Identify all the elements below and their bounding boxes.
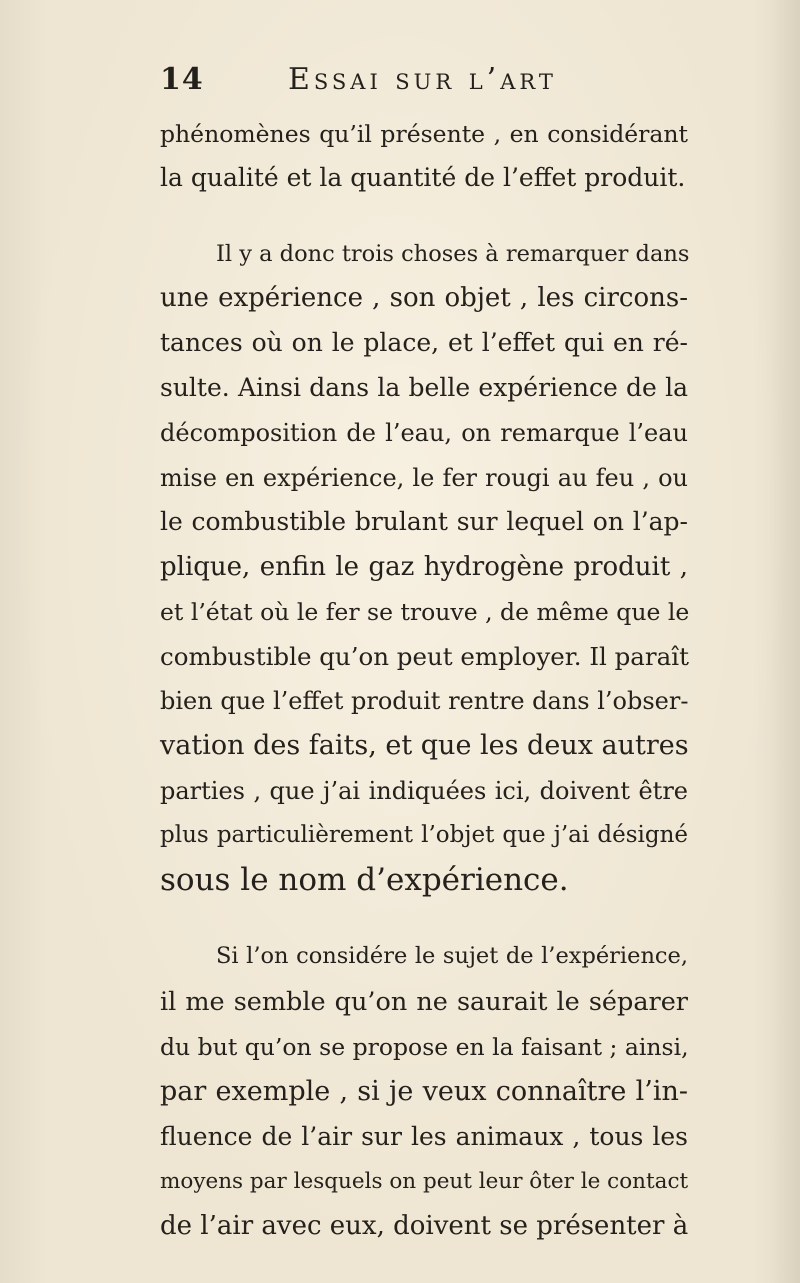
text-line: fluence de l’air sur les animaux , tous les xyxy=(160,1122,688,1151)
text-line: il me semble qu’on ne saurait le séparer xyxy=(160,987,688,1017)
page-number: 14 xyxy=(160,62,204,97)
text-line: sulte. Ainsi dans la belle expérience de la xyxy=(160,373,688,402)
text-line: le combustible brulant sur lequel on l’ap- xyxy=(160,507,688,536)
text-line: moyens par lesquels on peut leur ôter le contact xyxy=(160,1169,689,1194)
text-line: Il y a donc trois choses à remarquer dans xyxy=(216,241,690,267)
text-line: vation des faits, et que les deux autres xyxy=(160,730,689,761)
text-line: Si l’on considére le sujet de l’expérience, xyxy=(216,943,688,969)
text-line: par exemple , si je veux connaître l’in- xyxy=(160,1076,688,1107)
page-edge-shadow xyxy=(770,0,800,1283)
page-header xyxy=(160,62,680,102)
text-line: tances où on le place, et l’effet qui en ré- xyxy=(160,328,688,357)
text-line: sous le nom d’expérience. xyxy=(160,862,569,898)
text-line: plus particulièrement l’objet que j’ai désigné xyxy=(160,822,688,848)
text-line: mise en expérience, le fer rougi au feu , ou xyxy=(160,464,688,492)
running-title: Essai sur l’art xyxy=(288,62,557,97)
text-line: bien que l’effet produit rentre dans l’obser- xyxy=(160,687,689,715)
text-line: et l’état où le fer se trouve , de même que le xyxy=(160,598,690,626)
text-line: la qualité et la quantité de l’effet produit. xyxy=(160,163,686,192)
text-line: parties , que j’ai indiquées ici, doivent être xyxy=(160,777,688,805)
text-line: de l’air avec eux, doivent se présenter à xyxy=(160,1211,689,1241)
text-line: phénomènes qu’il présente , en considérant xyxy=(160,120,688,148)
text-line: du but qu’on se propose en la faisant ; ainsi, xyxy=(160,1033,689,1061)
text-line: plique, enfin le gaz hydrogène produit , xyxy=(160,552,688,582)
text-line: décomposition de l’eau, on remarque l’eau xyxy=(160,419,688,447)
text-line: une expérience , son objet , les circons- xyxy=(160,283,688,313)
text-line: combustible qu’on peut employer. Il paraît xyxy=(160,642,689,671)
